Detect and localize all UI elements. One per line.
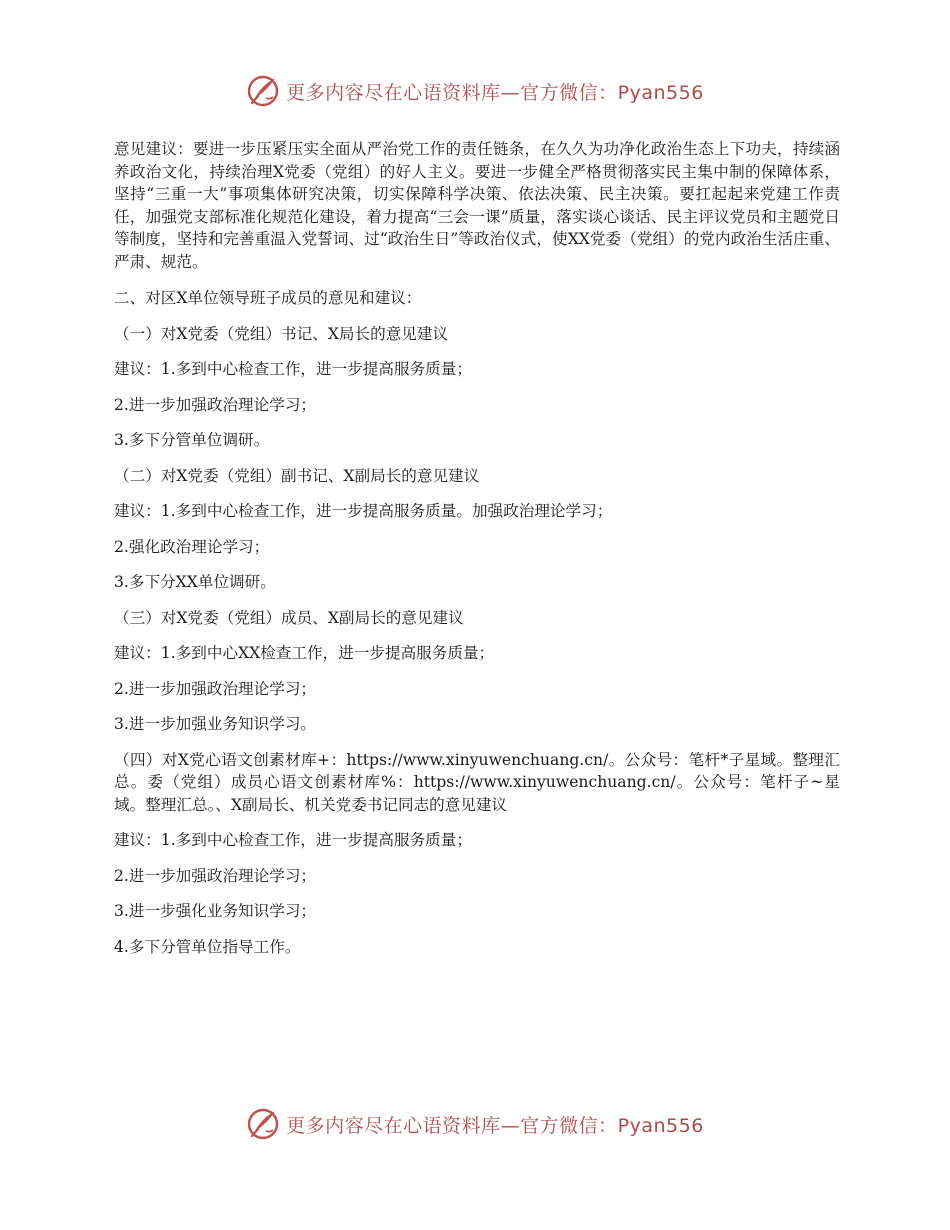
subsection-heading: （一）对X党委（党组）书记、X局长的意见建议 — [114, 324, 449, 343]
footer-banner — [0, 1104, 950, 1144]
footer-banner-text: 更多内容尽在心语资料库—官方微信：Pyan556 — [286, 1114, 704, 1137]
list-item: 4.多下分管单位指导工作。 — [114, 937, 301, 956]
quill-pen-logo-icon — [246, 1107, 280, 1141]
list-item: 建议：1.多到中心XX检查工作，进一步提高服务质量； — [114, 644, 495, 662]
list-item: 建议：1.多到中心检查工作，进一步提高服务质量； — [114, 360, 472, 378]
subsection-heading: （四）对X党心语文创素材库+：https://www.xinyuwenchuang.cn/。公众号：笔杆*子星域。整理汇总。委（党组）成员心语文创素材库%：https://www.xinyuwenchuang.cn/。公众号：笔杆子~星域。整理汇总。、X副局长、机关党委书记同志的意见建议 — [114, 750, 840, 814]
document-body — [114, 138, 840, 971]
subsection-heading: （二）对X党委（党组）副书记、X副局长的意见建议 — [114, 466, 480, 485]
subsection-heading: （三）对X党委（党组）成员、X副局长的意见建议 — [114, 608, 464, 627]
paragraph: 意见建议：要进一步压紧压实全面从严治党工作的责任链条，在久久为功净化政治生态上下功夫，持续涵养政治文化，持续治理X党委（党组）的好人主义。要进一步健全严格贯彻落实民主集中制的保障体系，坚持“三重一大”事项集体研究决策，切实保障科学决策、依法决策、民主决策。要扛起起来党建工作责任，加强党支部标准化规范化建设，着力提高“三会一课”质量，落实谈心谈话、民主评议党员和主题党日等制度，坚持和完善重温入党誓词、过“政治生日”等政治仪式，使XX党委（党组）的党内政治生活庄重、严肃、规范。 — [114, 140, 840, 271]
quill-pen-logo-icon — [246, 74, 280, 108]
list-item: 2.强化政治理论学习； — [114, 537, 270, 556]
list-item: 3.多下分XX单位调研。 — [114, 573, 276, 591]
section-heading: 二、对区X单位领导班子成员的意见和建议： — [114, 289, 422, 307]
list-item: 2.进一步加强政治理论学习； — [114, 679, 317, 698]
list-item: 3.多下分管单位调研。 — [114, 431, 270, 449]
list-item: 3.进一步加强业务知识学习。 — [114, 715, 317, 733]
list-item: 2.进一步加强政治理论学习； — [114, 395, 317, 414]
list-item: 建议：1.多到中心检查工作，进一步提高服务质量； — [114, 831, 472, 849]
list-item: 建议：1.多到中心检查工作，进一步提高服务质量。加强政治理论学习； — [114, 502, 613, 520]
list-item: 2.进一步加强政治理论学习； — [114, 866, 317, 885]
header-banner — [0, 71, 950, 111]
list-item: 3.进一步强化业务知识学习； — [114, 902, 317, 920]
header-banner-text: 更多内容尽在心语资料库—官方微信：Pyan556 — [286, 81, 704, 104]
